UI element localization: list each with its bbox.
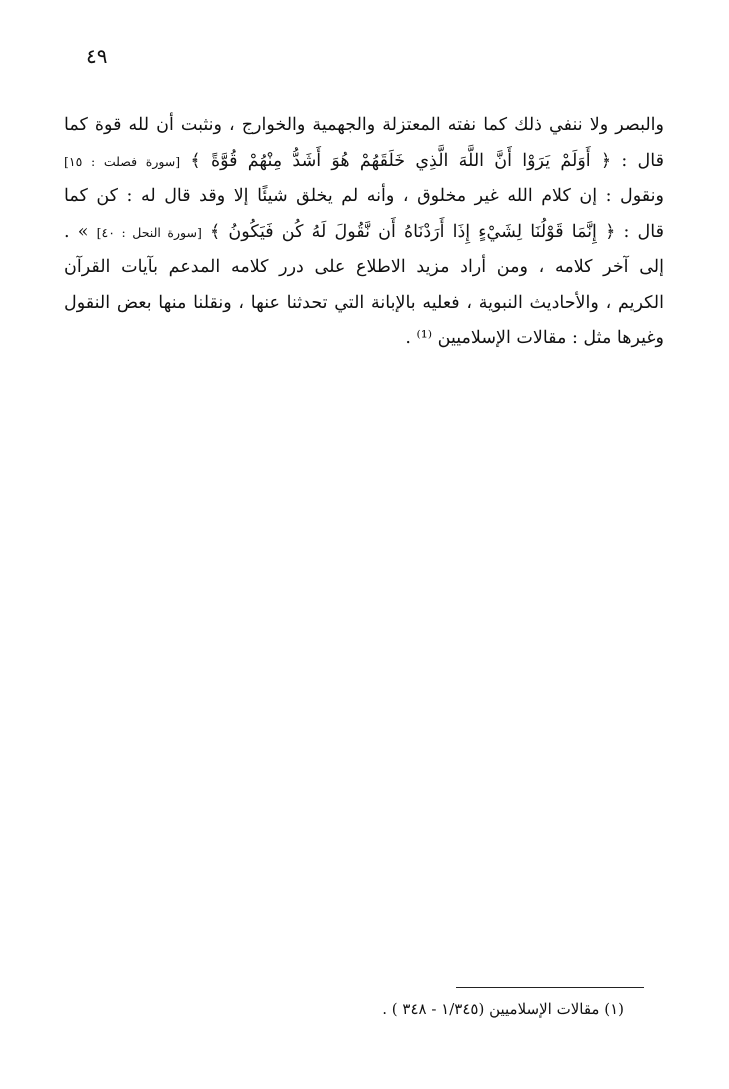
- footnote-divider: [456, 987, 644, 988]
- line-2-close: ﴾: [180, 150, 211, 171]
- line-4-close: ﴾: [201, 221, 229, 242]
- line-4-end: » .: [64, 221, 97, 242]
- text-line-2: [64, 144, 664, 180]
- page-number: ٤٩: [86, 44, 108, 68]
- quran-verse-nahl: إِنَّمَا قَوْلُنَا لِشَيْءٍ إِذَا أَرَدْنَاهُ أَن نَّقُولَ لَهُ كُن فَيَكُونُ: [228, 221, 597, 242]
- quran-verse-fussilat: أَوَلَمْ يَرَوْا أَنَّ اللَّهَ الَّذِي خَلَقَهُمْ هُوَ أَشَدُّ مِنْهُمْ قُوَّةً: [210, 150, 591, 171]
- text-line-3: ونقول : إن كلام الله غير مخلوق ، وأنه لم يخلق شيئًا إلا وقد قال له : كن كما: [64, 186, 664, 206]
- verse-reference-nahl: [سورة النحل : ٤٠]: [96, 224, 202, 240]
- text-line-5: إلى آخر كلامه ، ومن أراد مزيد الاطلاع على درر كلامه المدعم بآيات القرآن: [64, 257, 664, 277]
- text-line-7: وغيرها مثل : مقالات الإسلاميين ⁽¹⁾ .: [405, 328, 664, 348]
- verse-reference-fussilat: [سورة فصلت : ١٥]: [64, 153, 181, 169]
- text-line-1: والبصر ولا ننفي ذلك كما نفته المعتزلة والجهمية والخوارج ، ونثبت أن لله قوة كما: [64, 115, 664, 135]
- body-text: [64, 108, 664, 357]
- line-2-intro: قال : ﴿: [590, 150, 664, 171]
- text-line-6: الكريم ، والأحاديث النبوية ، فعليه بالإبانة التي تحدثنا عنها ، ونقلنا منها بعض النقول: [64, 292, 664, 313]
- line-4-intro: قال : ﴿: [596, 221, 664, 242]
- text-line-4: [64, 215, 664, 251]
- footnote: (١) مقالات الإسلاميين (١/٣٤٥ - ٣٤٨ ) .: [382, 1000, 624, 1018]
